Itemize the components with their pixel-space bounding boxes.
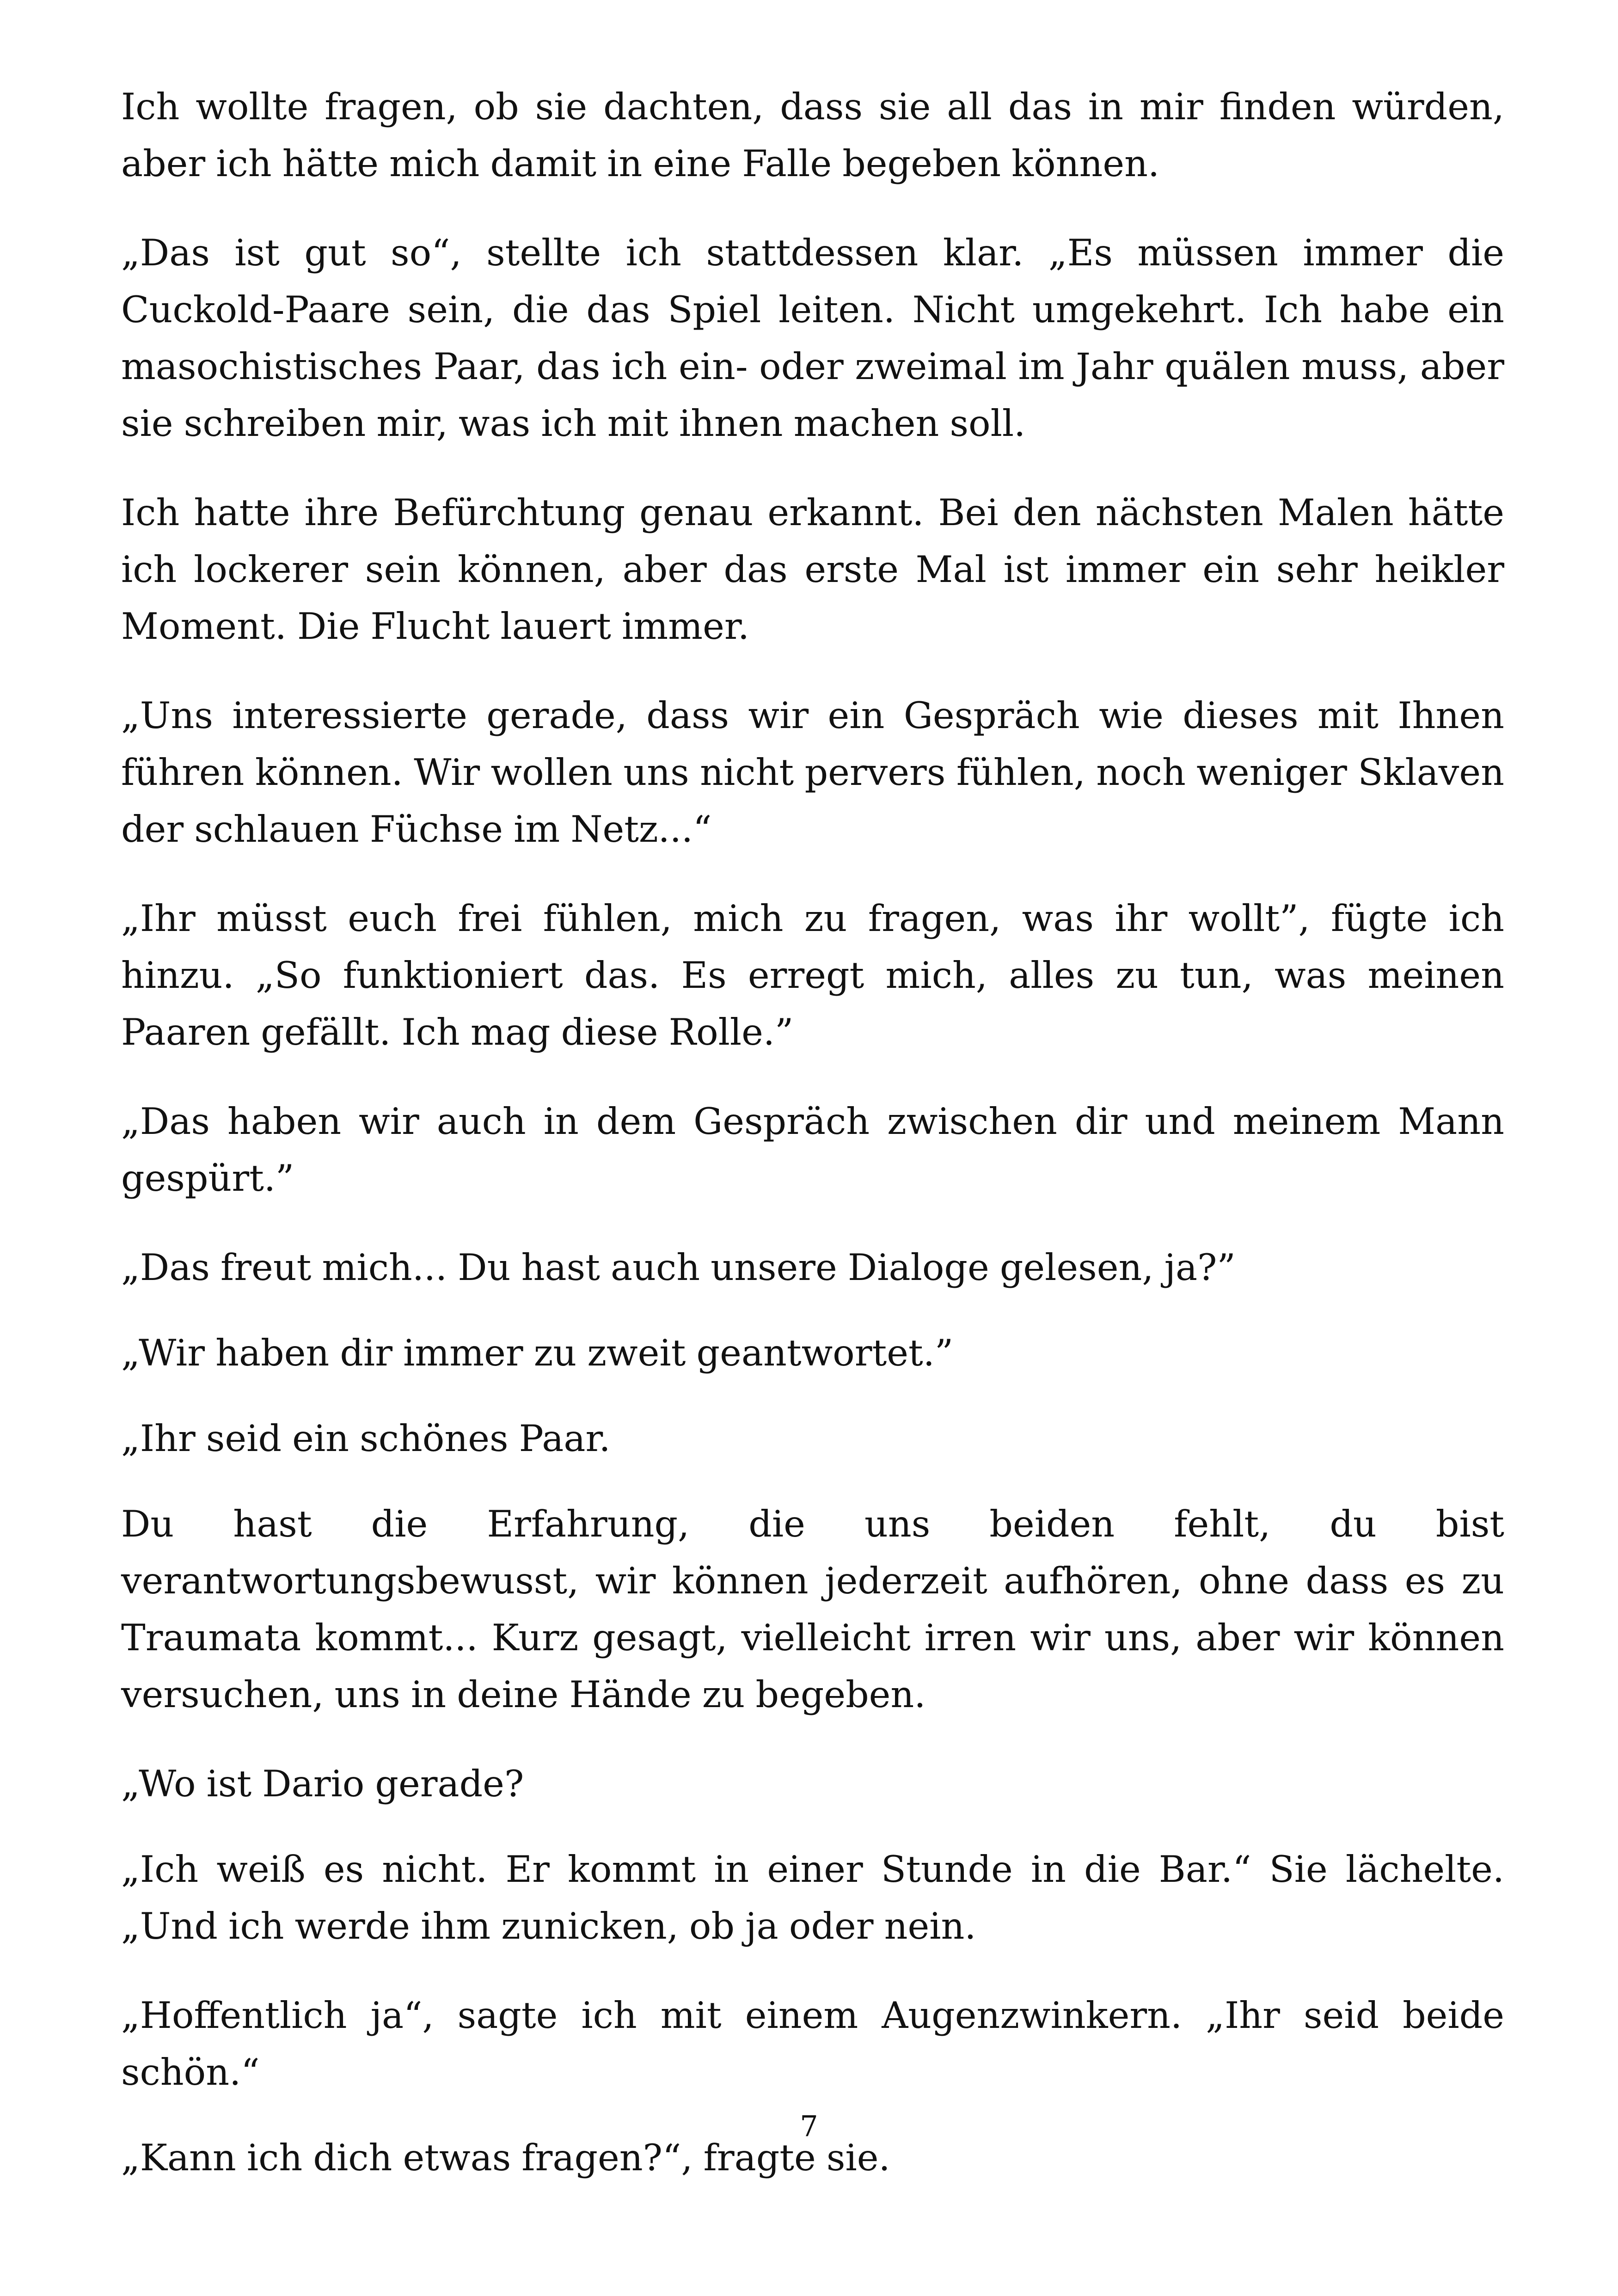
paragraph: „Kann ich dich etwas fragen?“, fragte sie. bbox=[121, 2137, 890, 2179]
paragraph: „Ihr müsst euch frei fühlen, mich zu fragen, was ihr wollt”, fügte ich hinzu. „So funktioniert das. Es erregt mich, alles zu tun, was meinen Paaren gefällt. Ich mag diese Rolle.” bbox=[121, 897, 1504, 1053]
paragraph: „Ich weiß es nicht. Er kommt in einer Stunde in die Bar.“ Sie lächelte. „Und ich werde ihm zunicken, ob ja oder nein. bbox=[121, 1848, 1504, 1947]
paragraph: „Ihr seid ein schönes Paar. bbox=[121, 1417, 611, 1460]
paragraph: „Das haben wir auch in dem Gespräch zwischen dir und meinem Mann gespürt.” bbox=[121, 1100, 1504, 1200]
paragraph: „Das freut mich... Du hast auch unsere Dialoge gelesen, ja?” bbox=[121, 1246, 1236, 1289]
paragraph: „Wo ist Dario gerade? bbox=[121, 1763, 524, 1805]
paragraph: „Hoffentlich ja“, sagte ich mit einem Augenzwinkern. „Ihr seid beide schön.“ bbox=[121, 1994, 1504, 2094]
paragraph: „Das ist gut so“, stellte ich stattdessen klar. „Es müssen immer die Cuckold-Paare sein, die das Spiel leiten. Nicht umgekehrt. Ich habe ein masochistisches Paar, das ich ein- oder zweimal im Jahr quälen muss, aber sie schreiben mir, was ich mit ihnen machen soll. bbox=[121, 232, 1504, 445]
paragraph: „Uns interessierte gerade, dass wir ein Gespräch wie dieses mit Ihnen führen können. Wir wollen uns nicht pervers fühlen, noch weniger Sklaven der schlauen Füchse im Netz...“ bbox=[121, 694, 1504, 851]
paragraph: Du hast die Erfahrung, die uns beiden fehlt, du bist verantwortungsbewusst, wir können jederzeit aufhören, ohne dass es zu Traumata kommt... Kurz gesagt, vielleicht irren wir uns, aber wir können versuchen, uns in deine Hände zu begeben. bbox=[121, 1503, 1504, 1716]
paragraph: Ich wollte fragen, ob sie dachten, dass sie all das in mir finden würden, aber ich hätte mich damit in eine Falle begeben können. bbox=[121, 86, 1504, 185]
page-body bbox=[121, 79, 1504, 2215]
paragraph: „Wir haben dir immer zu zweit geantwortet.” bbox=[121, 1332, 954, 1374]
paragraph: Ich hatte ihre Befürchtung genau erkannt. Bei den nächsten Malen hätte ich lockerer sein können, aber das erste Mal ist immer ein sehr heikler Moment. Die Flucht lauert immer. bbox=[121, 491, 1504, 648]
page-number: 7 bbox=[800, 2109, 818, 2143]
